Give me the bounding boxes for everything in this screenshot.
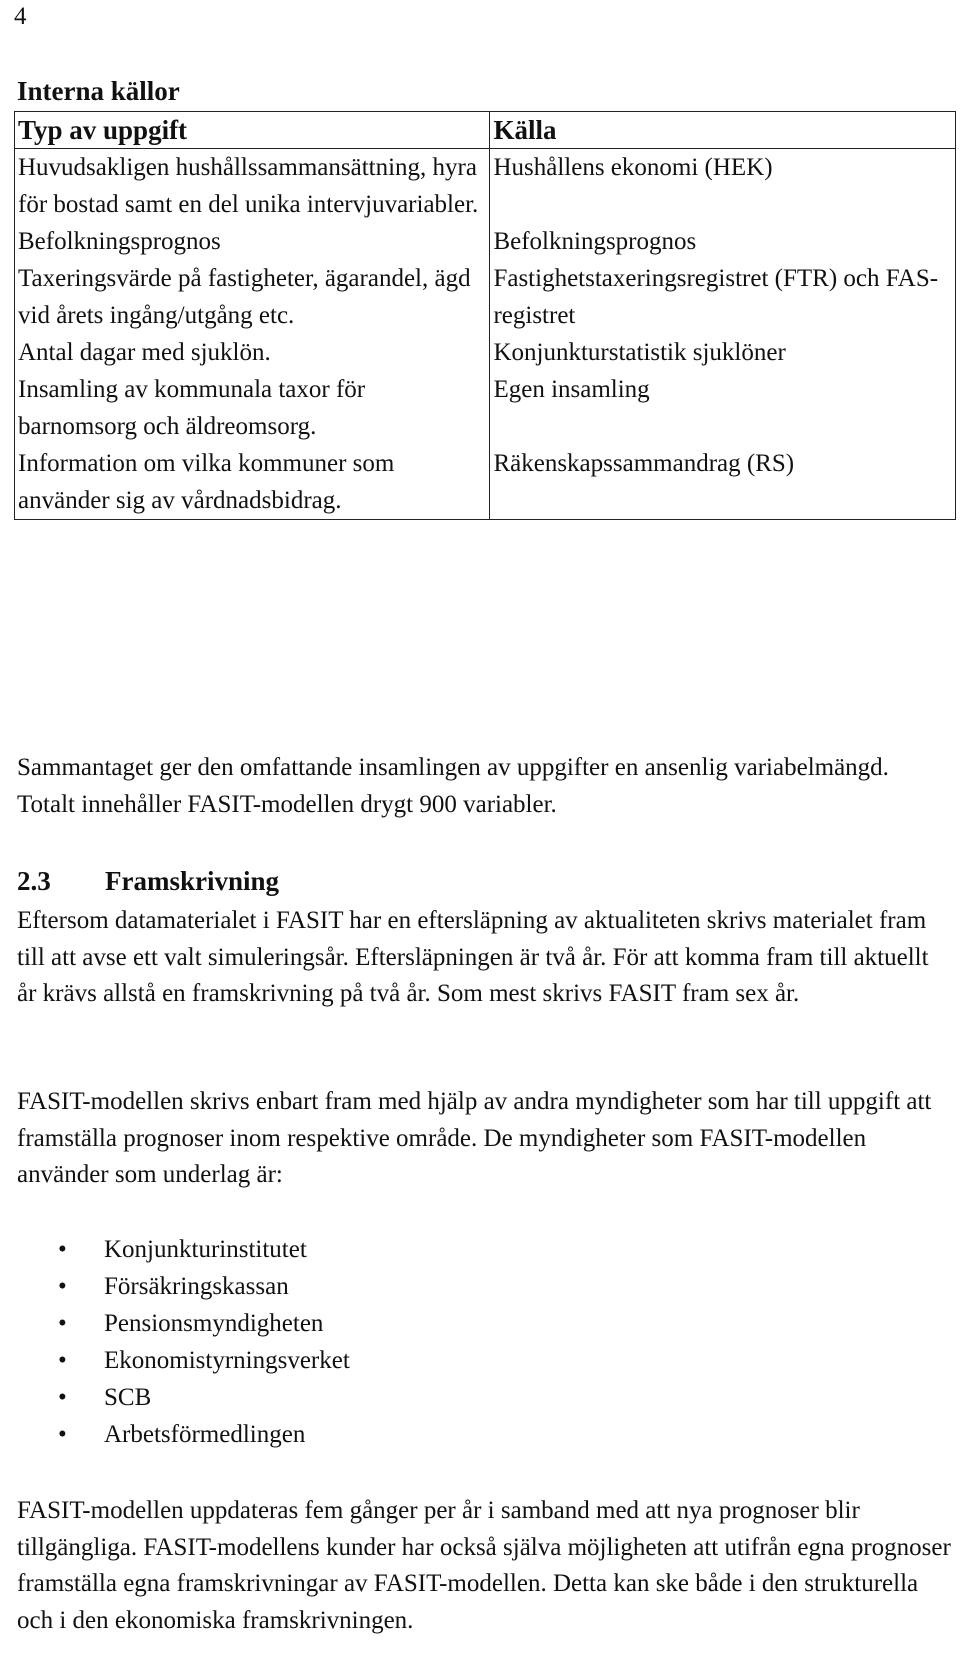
cell-type: Huvudsakligen hushållssammansättning, hyra för bostad samt en del unika intervjuvariabler. bbox=[15, 149, 490, 224]
cell-source: Befolkningsprognos bbox=[490, 223, 956, 260]
paragraph-agencies-intro: FASIT-modellen skrivs enbart fram med hjälp av andra myndigheter som har till uppgift att framställa prognoser inom respektive område. De myndigheter som FASIT-modellen använder som underlag är: bbox=[17, 1088, 932, 1188]
cell-type: Insamling av kommunala taxor för barnomsorg och äldreomsorg. bbox=[15, 371, 490, 445]
paragraph-summary: Sammantaget ger den omfattande insamlingen av uppgifter en ansenlig variabelmängd. Totalt innehåller FASIT-modellen drygt 900 variabler. bbox=[17, 754, 889, 818]
page-number: 4 bbox=[14, 3, 27, 30]
bullet-icon: • bbox=[58, 1384, 67, 1411]
cell-type: Taxeringsvärde på fastigheter, ägarandel, ägd vid årets ingång/utgång etc. bbox=[15, 260, 490, 334]
cell-source: Räkenskapssammandrag (RS) bbox=[490, 445, 956, 520]
cell-source: Konjunkturstatistik sjuklöner bbox=[490, 334, 956, 371]
list-item bbox=[0, 1305, 350, 1342]
cell-source: Hushållens ekonomi (HEK) bbox=[490, 149, 956, 224]
sources-table bbox=[14, 111, 956, 520]
paragraph-lag: Eftersom datamaterialet i FASIT har en eftersläpning av aktualiteten skrivs materialet fram till att avse ett valt simuleringsår. Eftersläpningen är två år. För att komma fram till aktuellt år krävs allstå en framskrivning på två år. Som mest skrivs FASIT fram sex år. bbox=[17, 907, 929, 1007]
bullet-icon: • bbox=[58, 1236, 67, 1263]
agency-name: Försäkringskassan bbox=[104, 1273, 289, 1300]
agency-name: Arbetsförmedlingen bbox=[104, 1421, 306, 1448]
table-row bbox=[15, 371, 956, 445]
table-row bbox=[15, 223, 956, 260]
agency-name: Konjunkturinstitutet bbox=[104, 1236, 307, 1263]
agency-name: Ekonomistyrningsverket bbox=[104, 1347, 350, 1374]
list-item bbox=[0, 1342, 350, 1379]
table-header-row bbox=[15, 112, 956, 149]
section-title: Framskrivning bbox=[105, 866, 280, 896]
section-heading bbox=[17, 863, 279, 899]
agency-name: Pensionsmyndigheten bbox=[104, 1310, 324, 1337]
cell-type: Befolkningsprognos bbox=[15, 223, 490, 260]
agency-list bbox=[0, 1231, 350, 1453]
list-item bbox=[0, 1379, 350, 1416]
list-item bbox=[0, 1231, 350, 1268]
section-label: Interna källor bbox=[17, 76, 180, 106]
bullet-icon: • bbox=[58, 1347, 67, 1374]
bullet-icon: • bbox=[58, 1421, 67, 1448]
table-row bbox=[15, 334, 956, 371]
table-row bbox=[15, 260, 956, 334]
cell-source: Fastighetstaxeringsregistret (FTR) och FAS-registret bbox=[490, 260, 956, 334]
cell-source: Egen insamling bbox=[490, 371, 956, 445]
bullet-icon: • bbox=[58, 1310, 67, 1337]
list-item bbox=[0, 1268, 350, 1305]
table-row bbox=[15, 445, 956, 520]
column-header-type: Typ av uppgift bbox=[15, 112, 490, 149]
bullet-icon: • bbox=[58, 1273, 67, 1300]
list-item bbox=[0, 1416, 350, 1453]
cell-type: Information om vilka kommuner som använder sig av vårdnadsbidrag. bbox=[15, 445, 490, 520]
cell-type: Antal dagar med sjuklön. bbox=[15, 334, 490, 371]
column-header-source: Källa bbox=[490, 112, 956, 149]
agency-name: SCB bbox=[104, 1384, 152, 1411]
table-row bbox=[15, 149, 956, 224]
paragraph-updates: FASIT-modellen uppdateras fem gånger per år i samband med att nya prognoser blir tillgängliga. FASIT-modellens kunder har också själva möjligheten att utifrån egna prognoser framställa egna framskrivningar av FASIT-modellen. Detta kan ske både i den strukturella och i den ekonomiska framskrivningen. bbox=[17, 1497, 951, 1634]
section-number: 2.3 bbox=[17, 866, 51, 896]
